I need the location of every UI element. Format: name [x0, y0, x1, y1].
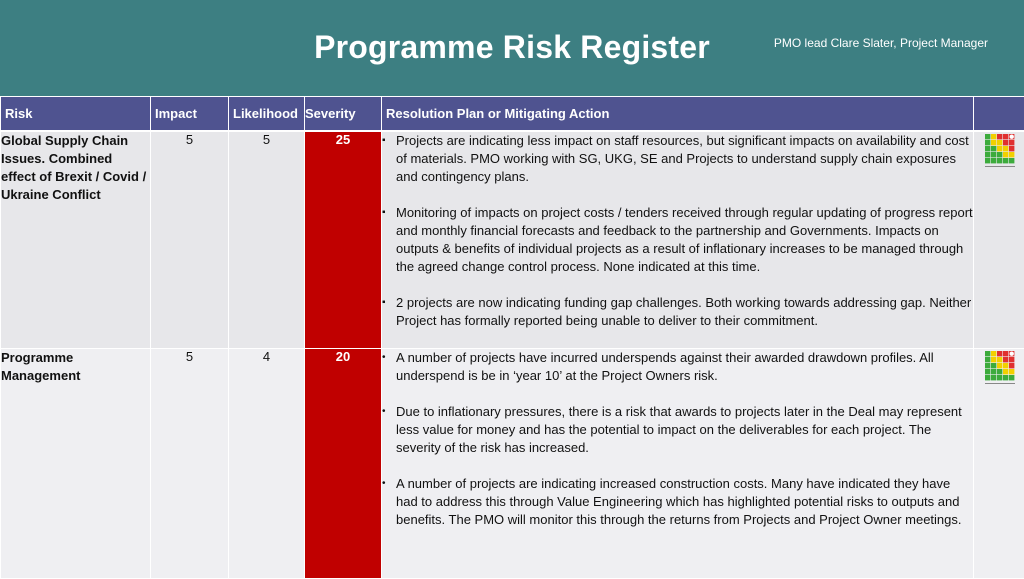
matrix-cell	[997, 369, 1002, 374]
matrix-cell	[997, 158, 1002, 163]
matrix-cell	[1003, 375, 1008, 380]
matrix-cell	[997, 375, 1002, 380]
bullet-icon: ▪	[382, 132, 386, 150]
table-header-row	[1, 97, 1024, 132]
bullet-icon: •	[382, 403, 386, 421]
column-header-risk: Risk	[1, 97, 151, 132]
impact-value: 5	[151, 349, 229, 579]
matrix-cell	[997, 134, 1002, 139]
matrix-cell	[1009, 158, 1014, 163]
bullet-icon: ▪	[382, 204, 386, 222]
matrix-cell	[997, 140, 1002, 145]
matrix-cell	[1003, 158, 1008, 163]
table-row	[1, 349, 1024, 579]
impact-value: 5	[151, 131, 229, 349]
list-item: • A number of projects have incurred underspends against their awarded drawdown profiles. All underspend is be in ‘year 10’ at the Project Owners risk.	[382, 349, 973, 385]
matrix-cell	[985, 134, 990, 139]
matrix-cell	[1009, 369, 1014, 374]
severity-value: 20	[305, 349, 382, 579]
matrix-cell	[991, 357, 996, 362]
matrix-cell	[997, 363, 1002, 368]
matrix-cell	[1003, 351, 1008, 356]
matrix-marker	[1010, 135, 1014, 139]
risk-matrix-icon	[981, 132, 1017, 170]
matrix-cell	[1003, 363, 1008, 368]
bullet-icon: ▪	[382, 294, 386, 312]
matrix-cell	[997, 357, 1002, 362]
column-header-impact: Impact	[151, 97, 229, 132]
risk-name: Programme Management	[1, 349, 151, 579]
matrix-cell	[985, 375, 990, 380]
bullet-icon: •	[382, 349, 386, 367]
page-title: Programme Risk Register	[0, 29, 1024, 66]
list-item: ▪ 2 projects are now indicating funding gap challenges. Both working towards addressing gap. Neither Project has formally reported being unable to deliver to their commitment.	[382, 294, 973, 330]
matrix-cell	[1003, 140, 1008, 145]
mitigation-plan	[382, 131, 974, 349]
matrix-cell	[985, 363, 990, 368]
matrix-cell	[1003, 146, 1008, 151]
matrix-cell	[991, 375, 996, 380]
matrix-marker	[1010, 352, 1014, 356]
risk-name: Global Supply Chain Issues. Combined effect of Brexit / Covid / Ukraine Conflict	[1, 131, 151, 349]
matrix-cell	[985, 158, 990, 163]
matrix-cell	[991, 369, 996, 374]
list-item: • A number of projects are indicating increased construction costs. Many have indicated they have had to address this through Value Engineering which has highlighted potential risks to outputs and benefits. The PMO will monitor this through the returns from Projects and Project Owner meetings.	[382, 475, 973, 529]
severity-value: 25	[305, 131, 382, 349]
matrix-cell	[1009, 152, 1014, 157]
likelihood-value: 4	[229, 349, 305, 579]
matrix-cell	[985, 152, 990, 157]
table-row	[1, 131, 1024, 349]
list-item: ▪ Monitoring of impacts on project costs / tenders received through regular updating of progress report and monthly financial forecasts and feedback to the partnership and Governments. Impacts on outputs & benefits of individual projects as a result of inflationary increases to be managed through the agreed change control process. None indicated at this time.	[382, 204, 973, 276]
matrix-cell	[985, 369, 990, 374]
risk-register-table	[0, 96, 1024, 579]
matrix-cell	[1003, 152, 1008, 157]
column-header-severity: Severity	[305, 97, 382, 132]
matrix-cell	[991, 146, 996, 151]
matrix-cell	[991, 363, 996, 368]
matrix-cell	[1003, 357, 1008, 362]
mitigation-plan	[382, 349, 974, 579]
matrix-cell	[997, 146, 1002, 151]
matrix-cell	[985, 146, 990, 151]
matrix-axis	[985, 166, 1015, 167]
risk-matrix-cell	[974, 131, 1024, 349]
column-header-likelihood: Likelihood	[229, 97, 305, 132]
title-bar	[0, 0, 1024, 96]
matrix-cell	[985, 351, 990, 356]
matrix-cell	[991, 351, 996, 356]
column-header-plan: Resolution Plan or Mitigating Action	[382, 97, 974, 132]
list-item: • Due to inflationary pressures, there is a risk that awards to projects later in the Deal may represent less value for money and has the potential to impact on the deliverables for each project. The severity of the risk has increased.	[382, 403, 973, 457]
matrix-cell	[1003, 134, 1008, 139]
matrix-cell	[985, 357, 990, 362]
likelihood-value: 5	[229, 131, 305, 349]
matrix-cell	[1009, 140, 1014, 145]
matrix-cell	[1009, 375, 1014, 380]
matrix-cell	[985, 140, 990, 145]
matrix-cell	[1003, 369, 1008, 374]
matrix-cell	[997, 152, 1002, 157]
matrix-cell	[1009, 357, 1014, 362]
matrix-cell	[991, 134, 996, 139]
matrix-cell	[991, 158, 996, 163]
matrix-cell	[997, 351, 1002, 356]
pmo-lead-label: PMO lead Clare Slater, Project Manager	[774, 36, 988, 50]
matrix-cell	[991, 140, 996, 145]
matrix-cell	[1009, 363, 1014, 368]
bullet-icon: •	[382, 475, 386, 493]
risk-matrix-cell	[974, 349, 1024, 579]
column-header-matrix	[974, 97, 1024, 132]
risk-matrix-icon	[981, 349, 1017, 387]
matrix-cell	[991, 152, 996, 157]
matrix-cell	[1009, 146, 1014, 151]
matrix-axis	[985, 383, 1015, 384]
list-item: ▪ Projects are indicating less impact on staff resources, but significant impacts on availability and cost of materials. PMO working with SG, UKG, SE and Projects to understand supply chain exposures and contingency plans.	[382, 132, 973, 186]
